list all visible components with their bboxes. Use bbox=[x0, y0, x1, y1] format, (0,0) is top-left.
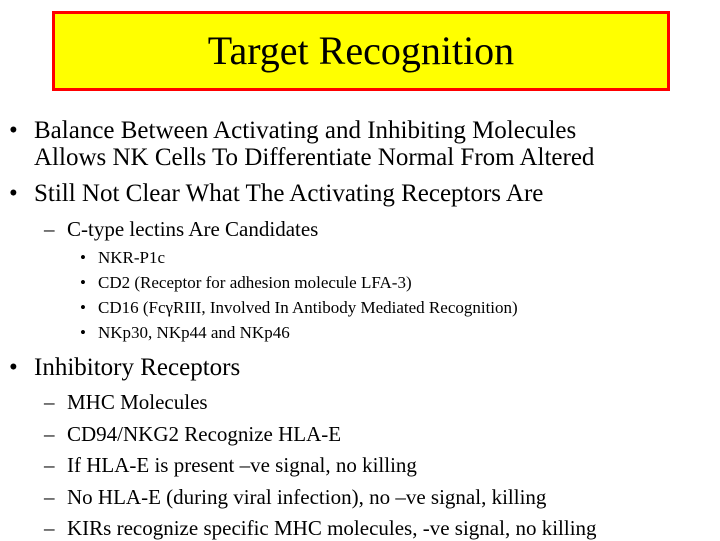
bullet-marker: • bbox=[80, 298, 86, 317]
sub-sub-bullet-nkr-p1c: NKR-P1c bbox=[98, 248, 166, 267]
bullet-marker: • bbox=[9, 354, 18, 381]
dash-marker: – bbox=[44, 485, 55, 509]
bullet-marker: • bbox=[80, 273, 86, 292]
bullet-marker: • bbox=[80, 323, 86, 342]
dash-marker: – bbox=[44, 453, 55, 477]
sub-bullet-c-type-lectins: C-type lectins Are Candidates bbox=[67, 217, 319, 241]
inhibitory-item-cd94: CD94/NKG2 Recognize HLA-E bbox=[67, 422, 342, 446]
dash-marker: – bbox=[44, 390, 55, 414]
bullet-marker: • bbox=[9, 180, 18, 207]
inhibitory-item-kirs: KIRs recognize specific MHC molecules, -ve signal, no killing bbox=[67, 516, 597, 540]
dash-marker: – bbox=[44, 516, 55, 540]
bullet-marker: • bbox=[9, 117, 18, 144]
dash-marker: – bbox=[44, 422, 55, 446]
slide-title: Target Recognition bbox=[207, 28, 515, 73]
sub-sub-bullet-cd16: CD16 (FcγRIII, Involved In Antibody Mediated Recognition) bbox=[98, 298, 518, 317]
inhibitory-item-hla-e-present: If HLA-E is present –ve signal, no killing bbox=[67, 453, 417, 477]
inhibitory-item-no-hla-e: No HLA-E (during viral infection), no –ve signal, killing bbox=[67, 485, 547, 509]
bullet-inhibitory-receptors: Inhibitory Receptors bbox=[34, 354, 241, 381]
dash-marker: – bbox=[44, 217, 55, 241]
sub-sub-bullet-cd2: CD2 (Receptor for adhesion molecule LFA-3) bbox=[98, 273, 412, 292]
sub-sub-bullet-nkp: NKp30, NKp44 and NKp46 bbox=[98, 323, 290, 342]
bullet-marker: • bbox=[80, 248, 86, 267]
title-box bbox=[52, 11, 670, 91]
bullet-balance-line1: Balance Between Activating and Inhibiting Molecules bbox=[34, 117, 577, 144]
bullet-activating-receptors: Still Not Clear What The Activating Receptors Are bbox=[34, 180, 544, 207]
inhibitory-item-mhc: MHC Molecules bbox=[67, 390, 208, 414]
bullet-balance-line2: Allows NK Cells To Differentiate Normal From Altered bbox=[34, 144, 595, 171]
